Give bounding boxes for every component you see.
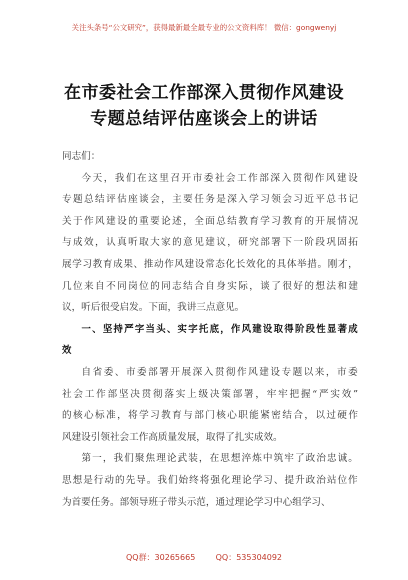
paragraph-line: 第 一 ， 我 们 聚 焦 理 论 武 装 ， 在 思 想 淬 炼 中 筑 牢 了 政 治 忠 诚 。 (81, 453, 358, 465)
paragraph-line: 的 核 心 标 准 ， 将 学 习 教 育 与 部 门 核 心 职 能 紧 密 结 合 ， 以 过 硬 作 (62, 410, 358, 422)
title-line-2: 专题总结评估座谈会上的讲话 (90, 109, 318, 129)
paragraph-line: 思 想 是 行 动 的 先 导 。 我 们 始 终 将 强 化 理 论 学 习 、 提 升 政 治 站 位 作 (62, 474, 358, 486)
title-line-1: 在市委社会工作部深入贯彻作风建设 (64, 83, 344, 103)
header-promo-note: 关注头条号“公文研究”，获得最新最全最专业的公文资料库！ 微信：gongwenyj (71, 23, 337, 32)
document-title (0, 80, 408, 132)
paragraph-line: 社 会 工 作 部 坚 决 贯 彻 落 实 上 级 决 策 部 署 ， 牢 牢 把 握 “ 严 实 效 ” (62, 388, 358, 400)
paragraph-line: 自 省 委 、 市 委 部 署 开 展 深 入 贯 彻 作 风 建 设 专 题 以 来 ， 市 委 (81, 366, 358, 378)
section-heading-line: 一 、 坚 持 严 字 当 头 、 实 字 托 底 ， 作 风 建 设 取 得 阶 段 性 显 著 成 (81, 323, 358, 335)
paragraph-line: 关 于 作 风 建 设 的 重 要 论 述 ， 全 面 总 结 教 育 学 习 教 育 的 开 展 情 况 (62, 215, 358, 227)
paragraph-line: 今 天 ， 我 们 在 这 里 召 开 市 委 社 会 工 作 部 深 入 贯 彻 作 风 建 设 (81, 172, 358, 184)
paragraph-line: 专 题 总 结 评 估 座 谈 会 ， 主 要 任 务 是 深 入 学 习 领 会 习 近 平 总 书 记 (62, 194, 358, 206)
document-body (62, 146, 358, 513)
paragraph-line: 与 成 效 ， 认 真 听 取 大 家 的 意 见 建 议 ， 研 究 部 署 下 一 阶 段 巩 固 拓 (62, 237, 358, 249)
footer-contact-note: QQ群：30265665 QQ：535304092 (125, 553, 283, 562)
paragraph-line: 为首要任务。部领导班子带头示范，通过理论学习中心组学习、 (62, 496, 331, 508)
paragraph-line: 展 学 习 教 育 成 果 、 推 动 作 风 建 设 常 态 化 长 效 化 的 具 体 举 措 。 刚 才 ， (62, 258, 358, 270)
paragraph-line: 风建设引领社会工作高质量发展，取得了扎实成效。 (62, 431, 283, 443)
salutation: 同志们： (62, 151, 101, 162)
paragraph-line: 几 位 来 自 不 同 岗 位 的 同 志 结 合 自 身 实 际 ， 谈 了 很 好 的 想 法 和 建 (62, 280, 358, 292)
section-heading-line: 效 (62, 345, 72, 357)
paragraph-line: 议，听后很受启发。下面，我讲三点意见。 (62, 302, 245, 314)
